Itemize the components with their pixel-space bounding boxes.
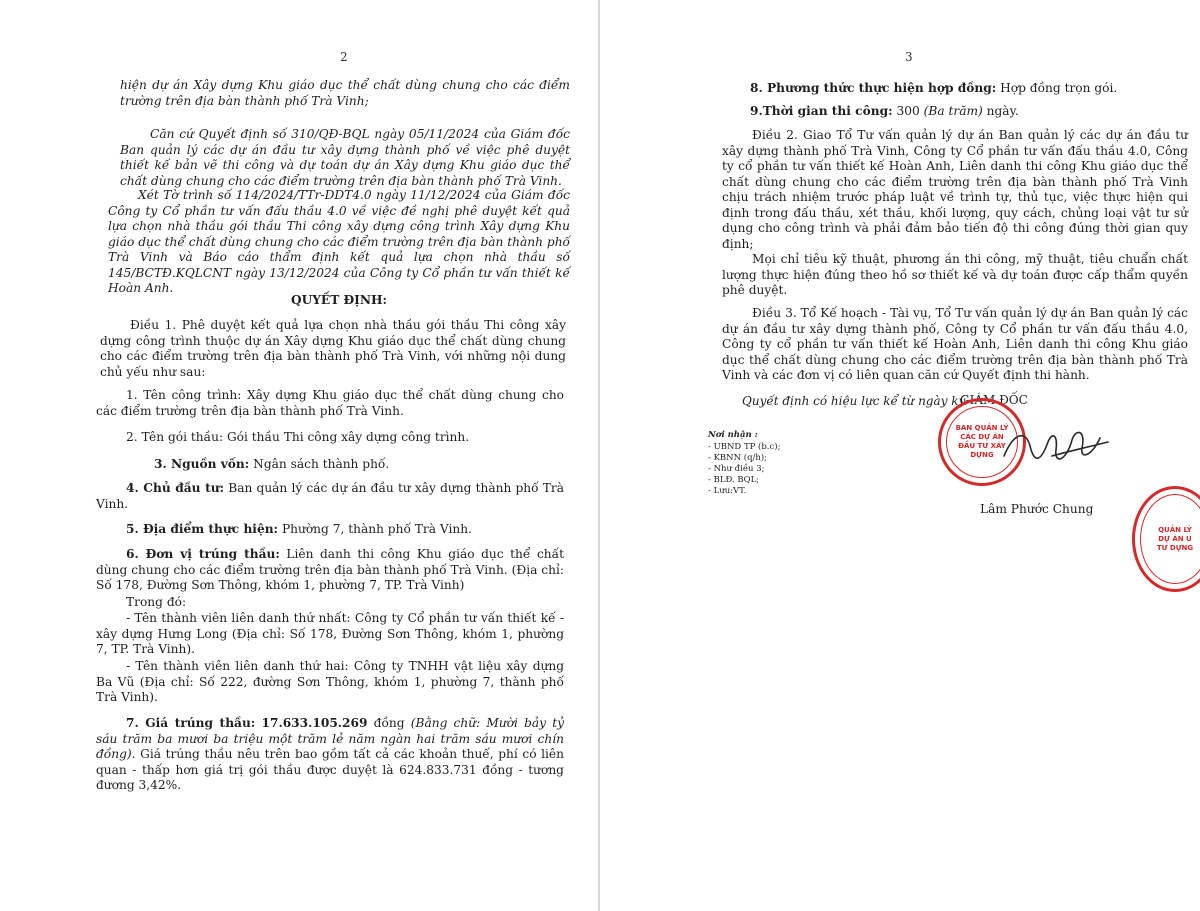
basis-paragraph-1: Căn cứ Quyết định số 310/QĐ-BQL ngày 05/11/2024 của Giám đốc Ban quản lý các dự án đầu tư xây dựng thành phố về việc phê duyệt thiết kế bản vẽ thi công và dự toán dự án Xây dựng Khu giáo dục thể chất dùng chung cho các điểm trường trên địa bàn thành phố Trà Vinh.: [120, 127, 570, 188]
page-number: 2: [340, 50, 348, 64]
article-3: Điều 3. Tổ Kế hoạch - Tài vụ, Tổ Tư vấn quản lý dự án Ban quản lý các dự án đầu tư xây dựng thành phố, Công ty Cổ phần tư vấn đấu thầu 4.0, Công ty cổ phần tư vấn thiết kế Hoàn Anh, Liên danh thi công Khu giáo dục thể chất dùng chung cho các điểm trường trên địa bàn thành phố Trà Vinh và các đơn vị có liên quan căn cứ Quyết định thi hành.: [722, 306, 1188, 382]
within-label: Trong đó:: [126, 595, 187, 609]
item-6-value: Liên danh thi công Khu giáo dục thể chất dùng chung cho các điểm trường trên địa bàn thành phố Trà Vinh. (Địa chỉ: Số 178, Đường Sơn Thông, khóm 1, phường 7, TP. Trà Vinh): [96, 547, 565, 592]
item-3-value: Ngân sách thành phố.: [253, 457, 390, 471]
item-4-label: 4. Chủ đầu tư:: [126, 481, 225, 495]
item-7-note: Giá trúng thầu nêu trên bao gồm tất cả các khoản thuế, phí có liên quan - thấp hơn giá trị gói thầu được duyệt là 624.833.731 đồng - tương đương 3,42%.: [96, 747, 564, 792]
item-7-unit: đồng: [373, 716, 405, 730]
item-9-suffix: ngày.: [986, 104, 1019, 118]
recipient-item: - Lưu:VT.: [708, 486, 747, 496]
recipient-item: - UBND TP (b.c);: [708, 442, 781, 452]
item-9-words: (Ba trăm): [923, 104, 983, 118]
recipients-title: Nơi nhận :: [708, 430, 758, 440]
recipient-item: - BLĐ. BQL;: [708, 475, 760, 485]
item-7-words: (Bằng chữ: Mười bảy tỷ sáu trăm ba mươi ba triệu một trăm lẻ năm ngàn hai trăm sáu mươi chín đồng).: [96, 716, 564, 761]
item-2: [96, 430, 564, 446]
item-3: [124, 457, 564, 473]
page-number: 3: [905, 50, 913, 64]
item-5-value: Phường 7, thành phố Trà Vinh.: [281, 522, 472, 536]
item-1-label: 1. Tên công trình:: [126, 388, 242, 402]
item-6-label: 6. Đơn vị trúng thầu:: [126, 547, 280, 561]
basis-paragraph-2: Xét Tờ trình số 114/2024/TTr-DDT4.0 ngày 11/12/2024 của Giám đốc Công ty Cổ phần tư vấn đấu thầu 4.0 về việc đề nghị phê duyệt kết quả lựa chọn nhà thầu gói thầu Thi công xây dựng công trình Xây dựng Khu giáo dục thể chất dùng chung cho các điểm trường trên địa bàn thành phố Trà Vinh và Báo cáo thẩm định kết quả lựa chọn nhà thầu số 145/BCTĐ.KQLCNT ngày 13/12/2024 của Công ty Cổ phần tư vấn thiết kế Hoàn Anh.: [108, 188, 570, 295]
item-9-value: 300: [896, 104, 920, 118]
item-2-label: 2. Tên gói thầu:: [126, 430, 224, 444]
item-9-label: 9.Thời gian thi công:: [750, 104, 893, 118]
item-8-label: 8. Phương thức thực hiện hợp đồng:: [750, 81, 997, 95]
article-1: Điều 1. Phê duyệt kết quả lựa chọn nhà thầu gói thầu Thi công xây dựng công trình thuộc dự án Xây dựng Khu giáo dục thể chất dùng chung cho các điểm trường trên địa bàn thành phố Trà Vinh, với những nội dung chủ yếu như sau:: [100, 318, 566, 379]
item-3-label: 3. Nguồn vốn:: [154, 457, 250, 471]
article-2-standards: Mọi chỉ tiêu kỹ thuật, phương án thi công, mỹ thuật, tiêu chuẩn chất lượng thực hiện đúng theo hồ sơ thiết kế và dự toán được cấp thẩm quyền phê duyệt.: [722, 252, 1188, 297]
signer-name: Lâm Phước Chung: [980, 502, 1094, 516]
item-7: [96, 716, 564, 794]
page-seal: [1132, 486, 1200, 592]
item-9: [720, 104, 1186, 120]
effect-note: Quyết định có hiệu lực kể từ ngày ký.: [742, 394, 968, 408]
item-6: [96, 547, 564, 594]
seal-label: QUẢN LÝ DỰ ÁN U TƯ DỰNG: [1156, 525, 1194, 552]
item-5: [96, 522, 564, 538]
recipient-item: - Như điều 3;: [708, 464, 765, 474]
article-2: Điều 2. Giao Tổ Tư vấn quản lý dự án Ban quản lý các dự án đầu tư xây dựng thành phố Trà Vinh, Công ty Cổ phần tư vấn đấu thầu 4.0, Công ty cổ phần tư vấn thiết kế Hoàn Anh, Liên danh thi công Khu giáo dục thể chất dùng chung cho các điểm trường trên địa bàn thành phố Trà Vinh chịu trách nhiệm trước pháp luật về trình tự, thủ tục, việc thực hiện qui định trong đấu thầu, xét thầu, khối lượng, quy cách, chủng loại vật tư sử dụng cho công trình và phải đảm bảo tiến độ thi công đúng thời gian quy định;: [722, 128, 1188, 251]
item-4-value: Ban quản lý các dự án đầu tư xây dựng thành phố Trà Vinh.: [96, 481, 564, 511]
signer-title: GIÁM ĐỐC: [960, 393, 1028, 407]
page-3: [600, 0, 1200, 911]
member-1: - Tên thành viên liên danh thứ nhất: Công ty Cổ phần tư vấn thiết kế - xây dựng Hưng Long (Địa chỉ: Số 178, Đường Sơn Thông, khóm 1, phường 7, TP. Trà Vinh).: [96, 611, 564, 656]
item-8-value: Hợp đồng trọn gói.: [1000, 81, 1118, 95]
intro-paragraph: hiện dự án Xây dựng Khu giáo dục thể chất dùng chung cho các điểm trường trên địa bàn thành phố Trà Vinh;: [120, 78, 570, 108]
member-2: - Tên thành viên liên danh thứ hai: Công ty TNHH vật liệu xây dựng Ba Vũ (Địa chỉ: Số 222, đường Sơn Thông, khóm 1, phường 7, thành phố Trà Vinh).: [96, 659, 564, 704]
recipients-list: [708, 442, 858, 497]
decision-heading: QUYẾT ĐỊNH:: [290, 293, 388, 307]
item-4: [96, 481, 564, 512]
item-1: [96, 388, 564, 419]
item-7-label: 7. Giá trúng thầu:: [126, 716, 256, 730]
item-1-value: Xây dựng Khu giáo dục thể chất dùng chung cho các điểm trường trên địa bàn thành phố Trà Vinh.: [96, 388, 565, 418]
recipient-item: - KBNN (q/h);: [708, 453, 768, 463]
item-8: [720, 81, 1186, 97]
stamp-label: BAN QUẢN LÝ CÁC DỰ ÁN ĐẦU TƯ XÂY DỰNG: [955, 424, 1009, 459]
item-2-value: Gói thầu Thi công xây dựng công trình.: [226, 430, 470, 444]
item-7-amount: 17.633.105.269: [261, 716, 368, 730]
item-5-label: 5. Địa điểm thực hiện:: [126, 522, 279, 536]
signature-icon: [996, 412, 1116, 482]
